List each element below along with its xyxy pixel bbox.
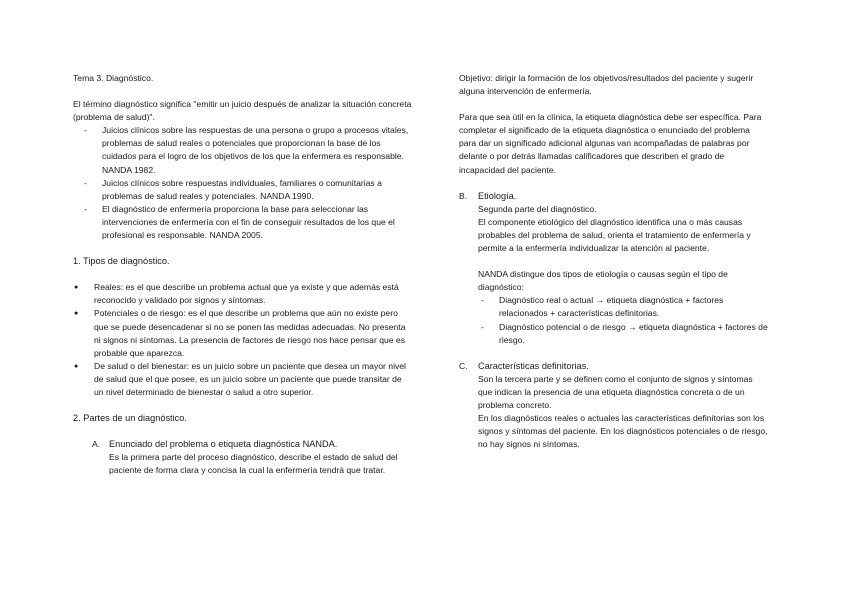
part-b-text: El componente etiológico del diagnóstico identifica una o más causas probables del problema de salud, orienta el tratamiento de enfermería y permite a la enfermería individualizar la atención al paciente. bbox=[478, 216, 751, 254]
right-column bbox=[459, 72, 769, 451]
definition-item: - Juicios clínicos sobre las respuestas de una persona o grupo a procesos vitales, problemas de salud reales o potenciales que proporcionan la base de los cuidados para el logro de los objetivos de los que la enfermera es responsable. NANDA 1982. bbox=[73, 124, 413, 176]
part-b bbox=[459, 190, 769, 347]
part-b-subtitle: Segunda parte del diagnóstico. bbox=[478, 203, 597, 214]
definitions-list bbox=[73, 124, 413, 242]
intro-paragraph: El término diagnóstico significa "emitir un juicio después de analizar la situación concreta (problema de salud)". bbox=[73, 99, 412, 123]
part-a-text: Es la primera parte del proceso diagnóstico, describe el estado de salud del paciente de forma clara y concisa la cual la enfermería tendrá que tratar. bbox=[109, 452, 398, 476]
type-item: ● De salud o del bienestar: es un juicio sobre un paciente que desea un mayor nivel de salud que el que posee, es un juicio sobre un paciente que puede transitar de un nivel determinado de bienestar o salud a otro superior. bbox=[73, 360, 413, 399]
types-heading: 1. Tipos de diagnóstico. bbox=[73, 256, 170, 267]
part-b-nanda: NANDA distingue dos tipos de etiología o causas según el tipo de diagnóstico: bbox=[478, 269, 728, 293]
type-item: ● Potenciales o de riesgo: es el que describe un problema que aún no existe pero que se puede desencadenar si no se ponen las medidas adecuadas. No presenta ni signos ni síntomas. La presencia de factores de riesgo nos hace pensar que es probable que aparezca. bbox=[73, 307, 413, 359]
left-column bbox=[73, 72, 413, 477]
part-c bbox=[459, 360, 769, 452]
types-list bbox=[73, 281, 413, 399]
part-b-letter: B. bbox=[459, 190, 468, 201]
part-c-letter: C. bbox=[459, 360, 468, 371]
etiology-item: - Diagnóstico real o actual → etiqueta diagnóstica + factores relacionados + características definitorias. bbox=[478, 294, 769, 320]
objective-paragraph: Objetivo: dirigir la formación de los objetivos/resultados del paciente y sugerir alguna intervención de enfermería. bbox=[459, 73, 754, 97]
definition-item: - Juicios clínicos sobre respuestas individuales, familiares o comunitarias a problemas de salud reales y potenciales. NANDA 1990. bbox=[73, 177, 413, 203]
type-item: ● Reales: es el que describe un problema actual que ya existe y que además está reconocido y validado por signos y síntomas. bbox=[73, 281, 413, 307]
parts-heading: 2. Partes de un diagnóstico. bbox=[73, 413, 187, 424]
etiology-list bbox=[478, 294, 769, 346]
part-c-text1: Son la tercera parte y se definen como el conjunto de signos y síntomas que indican la presencia de una etiqueta diagnóstica concreta o de un problema concreto. bbox=[478, 373, 753, 410]
part-a-title: Enunciado del problema o etiqueta diagnóstica NANDA. bbox=[109, 439, 338, 450]
document-title: Tema 3. Diagnóstico. bbox=[73, 73, 154, 83]
part-c-title: Características definitorias. bbox=[478, 360, 589, 371]
definition-item: - El diagnóstico de enfermería proporciona la base para seleccionar las intervenciones de enfermería con el fin de conseguir resultados de los que el profesional es responsable. NANDA 2005. bbox=[73, 203, 413, 242]
part-a-letter: A. bbox=[92, 439, 101, 450]
etiology-item: - Diagnóstico potencial o de riesgo → etiqueta diagnóstica + factores de riesgo. bbox=[478, 321, 769, 347]
specificity-paragraph: Para que sea útil en la clínica, la etiqueta diagnóstica debe ser específica. Para completar el significado de la etiqueta diagnóstica o enunciado del problema para dar un significado adicional algunas van acompañadas de palabras por delante o por detrás llamadas calificadores que describen el grado de incapacidad del paciente. bbox=[459, 112, 762, 175]
part-a bbox=[92, 438, 413, 477]
part-b-title: Etiología. bbox=[478, 190, 517, 201]
part-c-text2: En los diagnósticos reales o actuales las características definitorias son los signos y síntomas del paciente. En los diagnósticos potenciales o de riesgo, no hay signos ni síntomas. bbox=[478, 413, 768, 450]
